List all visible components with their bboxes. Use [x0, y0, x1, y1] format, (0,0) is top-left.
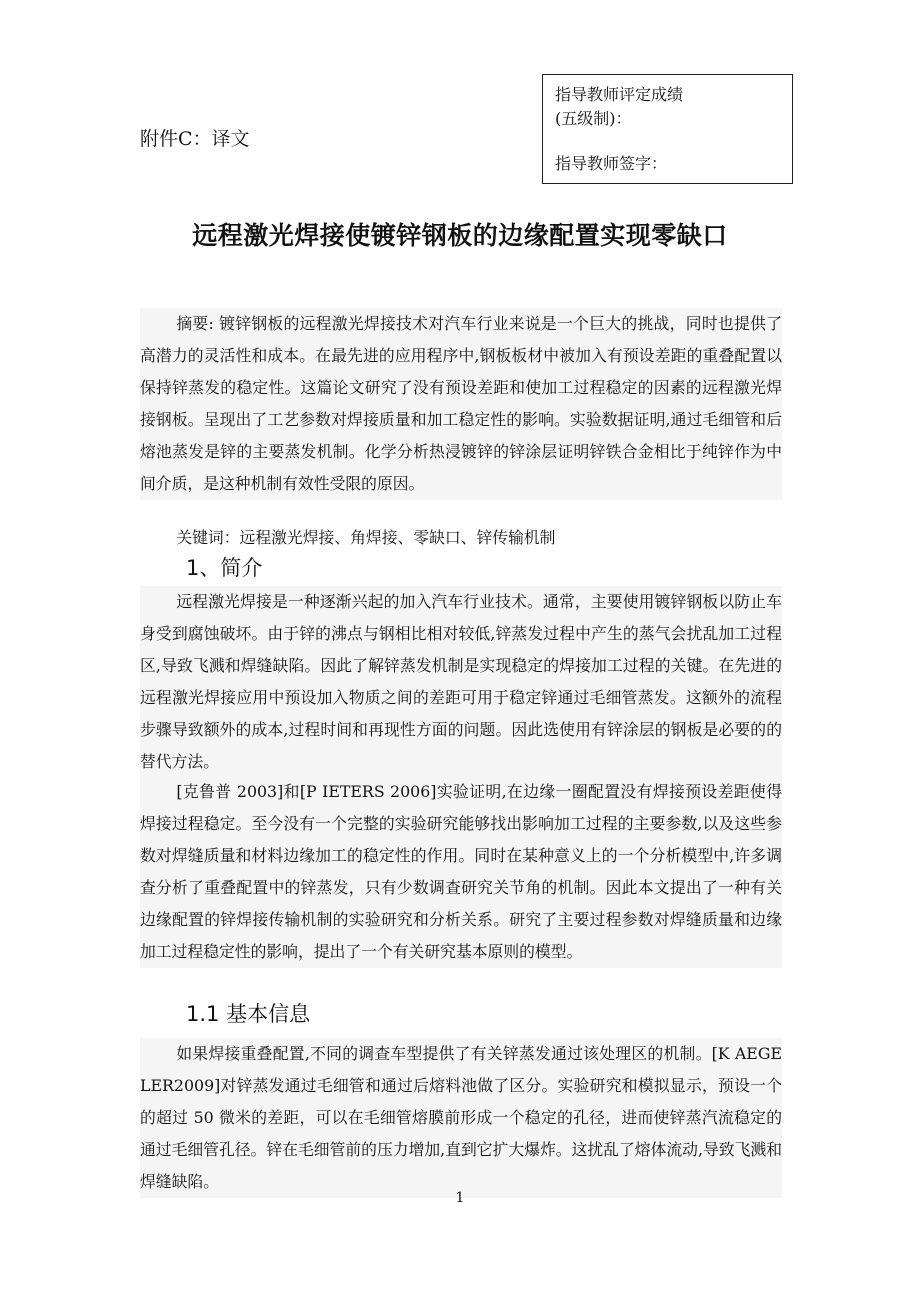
- section-1-heading: 1、简介: [186, 556, 263, 580]
- grade-label-line2: (五级制)：: [555, 109, 632, 128]
- attachment-label: 附件C：译文: [140, 128, 250, 150]
- grade-label-line1: 指导教师评定成绩: [555, 85, 684, 104]
- signature-label: 指导教师签字：: [555, 154, 668, 173]
- page-number: 1: [455, 1190, 465, 1206]
- grade-box: [542, 74, 793, 184]
- keywords-line: 关键词：远程激光焊接、角焊接、零缺口、锌传输机制: [176, 528, 556, 547]
- section-1-paragraph-1: 远程激光焊接是一种逐渐兴起的加入汽车行业技术。通常，主要使用镀锌钢板以防止车身受到腐蚀破坏。由于锌的沸点与钢相比相对较低,锌蒸发过程中产生的蒸气会扰乱加工过程区,导致飞溅和焊缝缺陷。因此了解锌蒸发机制是实现稳定的焊接加工过程的关键。在先进的远程激光焊接应用中预设加入物质之间的差距可用于稳定锌通过毛细管蒸发。这额外的流程步骤导致额外的成本,过程时间和再现性方面的问题。因此选使用有锌涂层的钢板是必要的的替代方法。: [140, 586, 782, 778]
- document-title: 远程激光焊接使镀锌钢板的边缘配置实现零缺口: [192, 221, 728, 250]
- section-1-paragraph-2: [克鲁普 2003]和[P IETERS 2006]实验证明,在边缘一圈配置没有焊接预设差距使得焊接过程稳定。至今没有一个完整的实验研究能够找出影响加工过程的主要参数,以及这些参数对焊缝质量和材料边缘加工的稳定性的作用。同时在某种意义上的一个分析模型中,许多调查分析了重叠配置中的锌蒸发，只有少数调查研究关节角的机制。因此本文提出了一种有关边缘配置的锌焊接传输机制的实验研究和分析关系。研究了主要过程参数对焊缝质量和边缘加工过程稳定性的影响，提出了一个有关研究基本原则的模型。: [140, 776, 782, 968]
- abstract-paragraph: 摘要: 镀锌钢板的远程激光焊接技术对汽车行业来说是一个巨大的挑战，同时也提供了高潜力的灵活性和成本。在最先进的应用程序中,钢板板材中被加入有预设差距的重叠配置以保持锌蒸发的稳定性。这篇论文研究了没有预设差距和使加工过程稳定的因素的远程激光焊接钢板。呈现出了工艺参数对焊接质量和加工稳定性的影响。实验数据证明,通过毛细管和后熔池蒸发是锌的主要蒸发机制。化学分析热浸镀锌的锌涂层证明锌铁合金相比于纯锌作为中间介质，是这种机制有效性受限的原因。: [140, 308, 782, 500]
- section-1-1-paragraph-1: 如果焊接重叠配置,不同的调查车型提供了有关锌蒸发通过该处理区的机制。[K AEGELER2009]对锌蒸发通过毛细管和通过后熔料池做了区分。实验研究和模拟显示，预设一个的超过 50 微米的差距，可以在毛细管熔膜前形成一个稳定的孔径，进而使锌蒸汽流稳定的通过毛细管孔径。锌在毛细管前的压力增加,直到它扩大爆炸。这扰乱了熔体流动,导致飞溅和焊缝缺陷。: [140, 1038, 782, 1198]
- section-1-1-heading: 1.1 基本信息: [186, 1002, 311, 1026]
